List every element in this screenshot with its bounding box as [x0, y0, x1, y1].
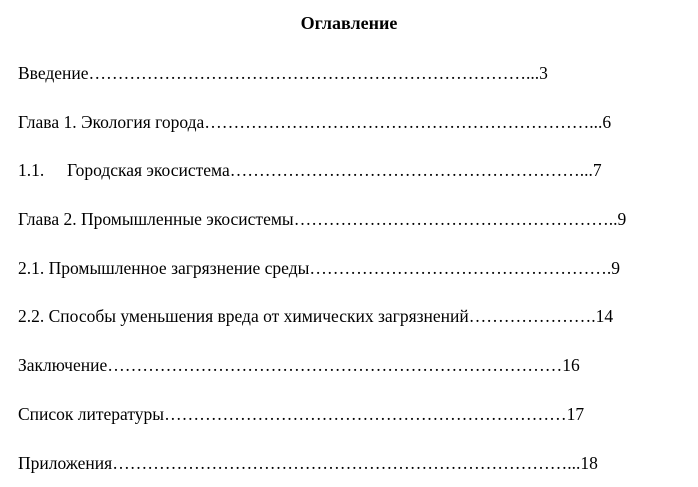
toc-page-number: 6: [602, 112, 612, 132]
toc-leader-dots: ……………………………………………………………………: [107, 355, 563, 375]
toc-page-number: 16: [562, 355, 580, 375]
toc-page-number: 3: [539, 63, 548, 83]
toc-page-number: 7: [592, 160, 602, 180]
toc-page-number: 9: [611, 258, 620, 278]
toc-entry-text: Приложения: [18, 453, 113, 473]
toc-leader-dots: …………………………………………….: [309, 258, 612, 278]
toc-entry-text: Глава 2. Промышленные экосистемы: [18, 209, 294, 229]
toc-entry-section-2-2: [18, 304, 613, 328]
toc-leader-dots: …………………………………………………………...: [204, 112, 603, 132]
toc-entry-chapter-1: [18, 110, 611, 134]
toc-entry-text: 2.1. Промышленное загрязнение среды: [18, 258, 310, 278]
toc-entry-references: [18, 402, 584, 426]
toc-entry-introduction: [18, 61, 548, 85]
toc-entry-section-2-1: [18, 256, 620, 280]
toc-leader-dots: ………………….: [468, 306, 596, 326]
toc-entry-text: Глава 1. Экология города: [18, 112, 205, 132]
toc-leader-dots: ……………………………………………………………………...: [112, 453, 581, 473]
toc-entry-text: 2.2. Способы уменьшения вреда от химических загрязнений: [18, 306, 469, 326]
toc-title: Оглавление: [300, 13, 398, 33]
toc-entry-text: Список литературы: [18, 404, 165, 424]
toc-entry-text: Городская экосистема: [67, 160, 230, 180]
toc-page-number: 17: [566, 404, 585, 424]
toc-leader-dots: ………………………………………………..: [293, 209, 618, 229]
toc-entry-number: 1.1.: [18, 160, 45, 180]
toc-leader-dots: ……………………………………………………...: [229, 160, 593, 180]
toc-entry-conclusion: [18, 353, 580, 377]
toc-page-number: 14: [595, 306, 614, 326]
toc-entry-chapter-2: [18, 207, 626, 231]
toc-leader-dots: …………………………………………………………………...: [88, 63, 540, 83]
toc-entry-appendices: [18, 451, 598, 475]
toc-entry-text: Заключение: [18, 355, 108, 375]
toc-entry-section-1-1: [18, 158, 602, 182]
toc-page-number: 9: [617, 209, 627, 229]
toc-page-number: 18: [580, 453, 598, 473]
toc-leader-dots: ……………………………………………………………: [164, 404, 567, 424]
toc-entry-text: Введение: [18, 63, 89, 83]
